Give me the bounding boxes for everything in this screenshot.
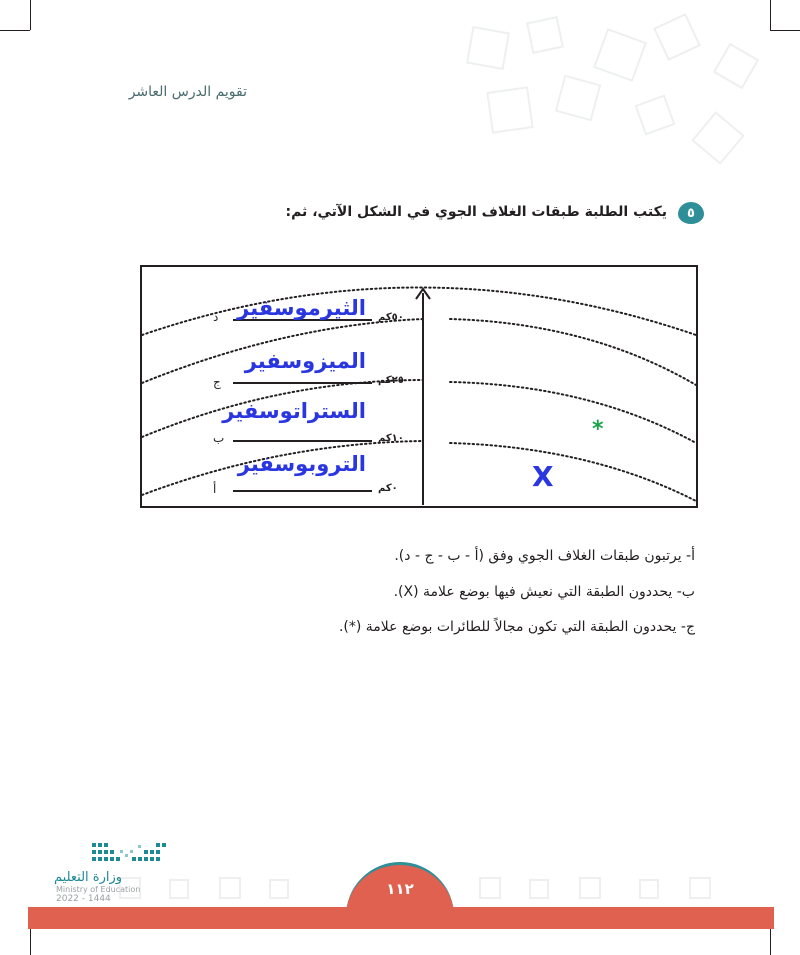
altitude-label-10km: ١٠كم [378,433,404,444]
x-mark: X [532,460,554,493]
star-mark: * [592,417,604,442]
ministry-logo-year: 2022 - 1444 [56,894,111,904]
ministry-logo-english: Ministry of Education [56,885,141,894]
altitude-label-25km: ٢٥كم [378,375,404,386]
level-letter-a: أ [213,482,217,496]
page-number: ١١٢ [386,880,414,898]
instruction-item-b: ب- يحددون الطبقة التي نعيش فيها بوضع علامة (X). [393,584,695,600]
ministry-logo-dots [92,841,168,865]
handwritten-layer-mesosphere: الميزوسفير [244,349,366,373]
crop-mark [30,0,31,30]
level-letter-b: ب [213,431,225,445]
question-number-badge: ٥ [678,202,704,224]
crop-mark [770,30,800,31]
handwritten-layer-thermosphere: الثيرموسفير [237,296,366,320]
altitude-label-50km: ٥٠كم [378,312,404,323]
crop-mark [0,30,30,31]
instruction-item-c: ج- يحددون الطبقة التي تكون مجالاً للطائرات بوضع علامة (*). [338,619,695,635]
crop-mark [30,925,31,955]
altitude-label-0km: ٠كم [378,483,398,494]
handwritten-layer-troposphere: التروبوسفير [237,452,366,476]
ministry-logo-arabic: وزارة التعليم [54,870,123,885]
level-letter-d: د [213,310,219,324]
level-letter-j: ج [213,375,221,389]
diagram-frame [140,265,698,508]
crop-mark [770,0,771,30]
crop-mark [770,925,771,955]
instruction-item-a: أ- يرتبون طبقات الغلاف الجوي وفق (أ - ب - ج - د). [394,548,695,564]
atmosphere-layers-diagram [140,265,698,508]
lesson-header-title: تقويم الدرس العاشر [128,84,247,100]
question-prompt: يكتب الطلبة طبقات الغلاف الجوي في الشكل الآتي، ثم: [285,204,667,220]
handwritten-layer-stratosphere: الستراتوسفير [222,399,366,423]
